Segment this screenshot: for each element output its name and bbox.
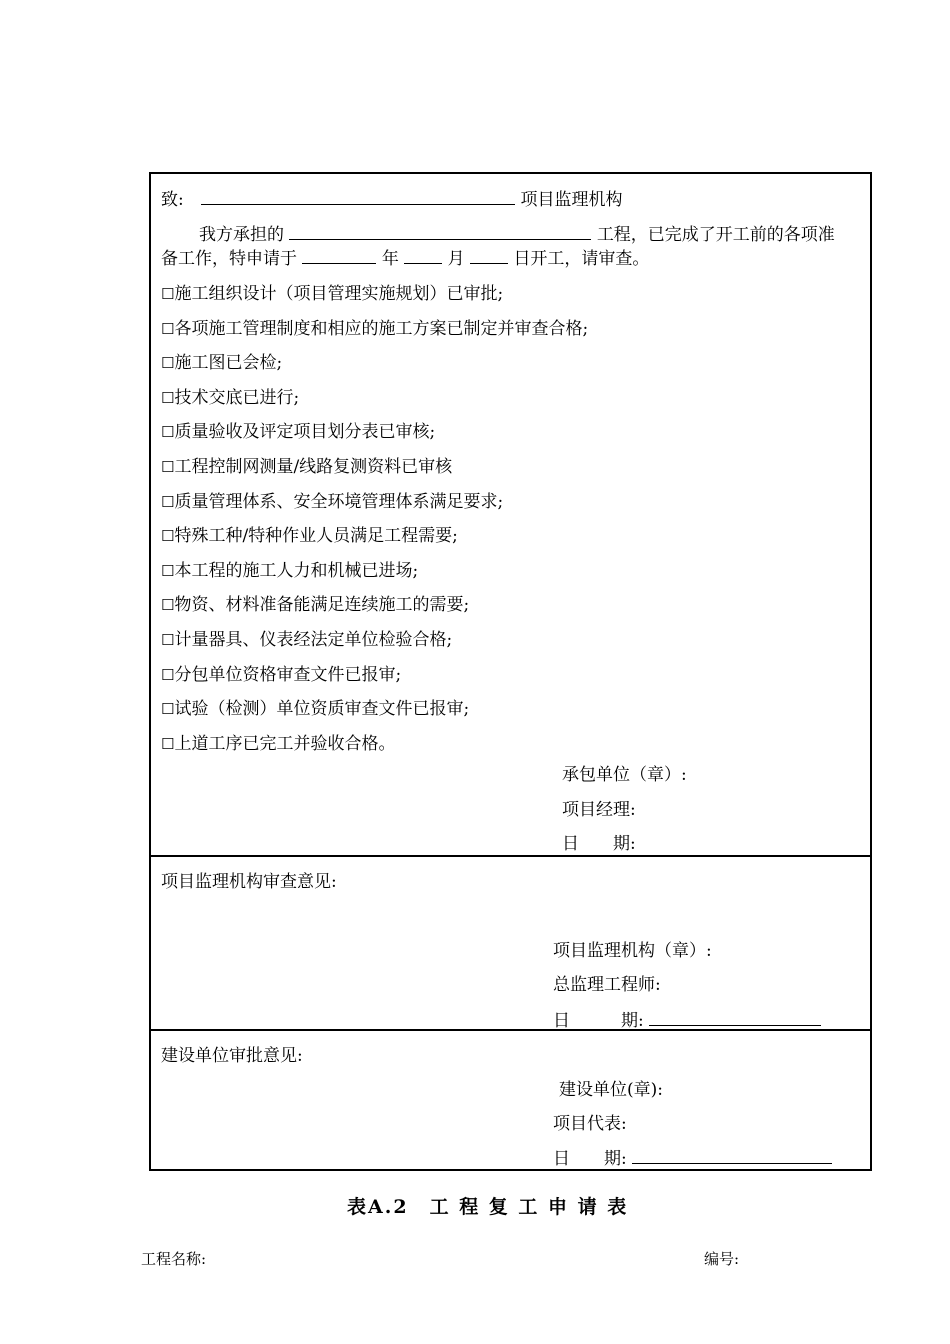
date-blank-3[interactable] [632, 1147, 832, 1164]
checklist-item [161, 560, 418, 582]
checkbox[interactable]: ☐ [161, 285, 175, 303]
number-label: 编号: [704, 1250, 740, 1268]
checkbox[interactable]: ☐ [161, 423, 175, 442]
checklist-item-label: 质量验收及评定项目划分表已审核; [174, 422, 436, 443]
supervision-org-blank[interactable] [201, 188, 515, 205]
checklist-item-label: 工程控制网测量/线路复测资料已审核 [174, 457, 453, 477]
paragraph-line-1: 我方承担的 工程，已完成了开工前的各项准 [199, 225, 835, 245]
checklist-item [161, 352, 282, 374]
owner-opinion-heading: 建设单位审批意见: [161, 1046, 303, 1066]
to-suffix: 项目监理机构 [520, 190, 623, 210]
checkbox[interactable]: ☐ [161, 596, 175, 615]
checklist-item [161, 456, 452, 478]
section-divider-1 [149, 855, 870, 857]
checklist-item-label: 本工程的施工人力和机械已进场; [174, 560, 419, 581]
checklist-item [161, 698, 469, 720]
checklist-item [161, 733, 395, 755]
date-line-3: 日 期: [553, 1147, 832, 1170]
checkbox[interactable]: ☐ [161, 561, 175, 580]
project-name-label: 工程名称: [141, 1250, 207, 1268]
manager-label: 项目经理: [562, 800, 636, 820]
owner-unit-label: 建设单位(章): [559, 1080, 663, 1100]
date-label-1: 日 期: [562, 834, 636, 854]
checkbox[interactable]: ☐ [161, 492, 175, 511]
date-blank-2[interactable] [649, 1009, 821, 1026]
paragraph-line-2: 备工作，特申请于 年 月 日开工，请审查。 [161, 249, 650, 269]
checklist-item-label: 特殊工种/特种作业人员满足工程需要; [174, 526, 458, 547]
addressee-line [161, 188, 623, 211]
day-blank[interactable] [470, 247, 508, 264]
checklist-item [161, 283, 503, 305]
checkbox[interactable]: ☐ [161, 354, 175, 373]
checkbox[interactable]: ☐ [161, 527, 175, 546]
form-title: 表A.2 工 程 复 工 申 请 表 [347, 1196, 629, 1218]
checklist-item [161, 664, 401, 686]
checkbox[interactable]: ☐ [161, 665, 175, 684]
supervision-org-label: 项目监理机构（章）: [553, 941, 712, 961]
checklist-item [161, 387, 299, 409]
checkbox[interactable]: ☐ [161, 319, 175, 338]
checklist-item [161, 594, 469, 616]
checkbox[interactable]: ☐ [161, 700, 175, 719]
date-line-2: 日 期: [553, 1009, 821, 1032]
checklist-item-label: 技术交底已进行; [174, 387, 300, 408]
checklist-item-label: 各项施工管理制度和相应的施工方案已制定并审查合格; [174, 318, 589, 339]
chief-engineer-label: 总监理工程师: [553, 975, 661, 995]
checklist-item [161, 491, 503, 513]
checkbox[interactable]: ☐ [161, 388, 175, 407]
month-blank[interactable] [404, 247, 442, 264]
checklist-item-label: 物资、材料准备能满足连续施工的需要; [174, 595, 470, 616]
checklist-item-label: 质量管理体系、安全环境管理体系满足要求; [174, 491, 504, 512]
year-blank[interactable] [302, 247, 376, 264]
checklist-item [161, 318, 588, 340]
to-label: 致: [161, 190, 184, 210]
checklist-item-label: 计量器具、仪表经法定单位检验合格; [174, 630, 453, 650]
checkbox[interactable]: ☐ [161, 458, 175, 476]
checklist-item [161, 629, 452, 651]
checklist-item-label: 施工组织设计（项目管理实施规划）已审批; [174, 284, 504, 304]
contractor-label: 承包单位（章）: [562, 765, 687, 785]
checklist-item-label: 分包单位资格审查文件已报审; [174, 664, 402, 685]
checkbox[interactable]: ☐ [161, 734, 175, 753]
supervision-opinion-heading: 项目监理机构审查意见: [161, 872, 337, 892]
checklist-item-label: 施工图已会检; [174, 353, 283, 374]
checklist-item-label: 上道工序已完工并验收合格。 [174, 733, 396, 754]
checklist-item [161, 525, 458, 547]
project-rep-label: 项目代表: [553, 1114, 627, 1134]
project-name-blank[interactable] [289, 223, 591, 240]
checklist-item [161, 421, 435, 443]
checkbox[interactable]: ☐ [161, 631, 175, 649]
checklist-item-label: 试验（检测）单位资质审查文件已报审; [174, 699, 470, 720]
